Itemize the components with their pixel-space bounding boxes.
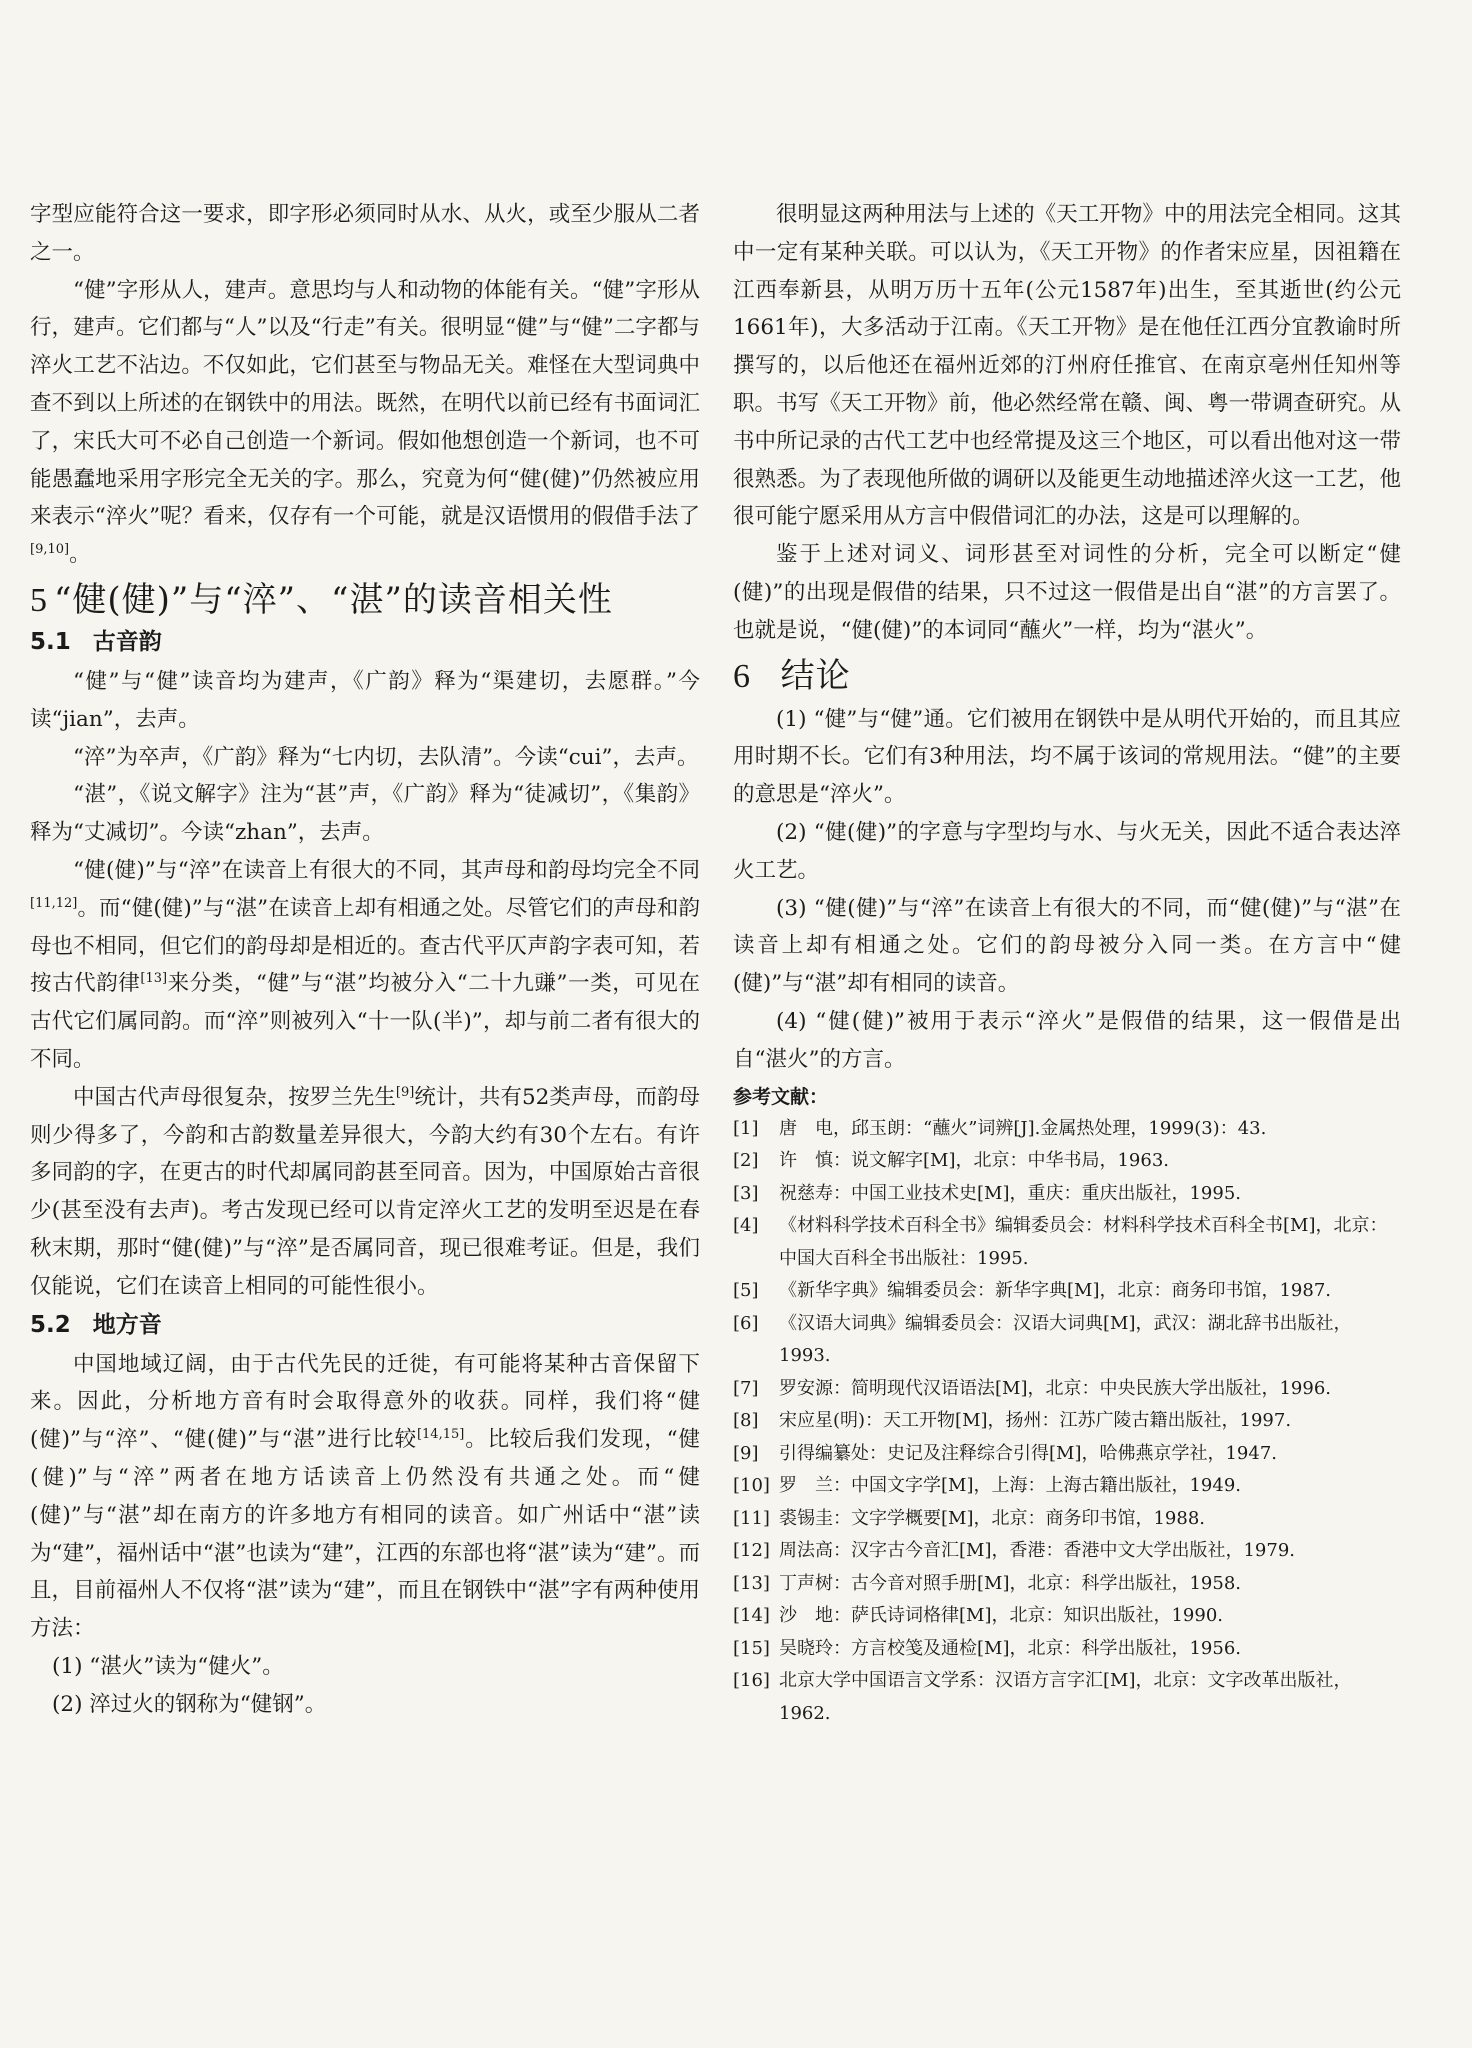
reference-text: 《新华字典》编辑委员会：新华字典[M]，北京：商务印书馆，1987.	[779, 1280, 1332, 1302]
reference-number: [3]	[733, 1182, 759, 1204]
reference-item	[733, 1438, 1401, 1471]
reference-number: [15]	[733, 1637, 770, 1659]
reference-number: [9]	[733, 1442, 759, 1464]
paragraph	[30, 1079, 700, 1306]
paragraph-text: 统计，共有52类声母，而韵母则少得多了，今韵和古韵数量差异很大，今韵大约有30个左右。有许多同韵的字，在更古的时代却属同韵甚至同音。因为，中国原始古音很少(甚至没有去声)。考古发现已经可以肯定淬火工艺的发明至迟是在春秋末期，那时“健(健)”与“淬”是否属同音，现已很难考证。但是，我们仅能说，它们在读音上相同的可能性很小。	[30, 1084, 700, 1299]
reference-text: 沙 地：萨氏诗词格律[M]，北京：知识出版社，1990.	[779, 1605, 1224, 1627]
reference-number: [8]	[733, 1410, 759, 1432]
reference-item	[733, 1405, 1401, 1438]
paragraph-text: 。	[69, 542, 91, 568]
reference-text: 唐 电，邱玉朗：“蘸火”词辨[J].金属热处理，1999(3)：43.	[779, 1117, 1267, 1139]
reference-number: [12]	[733, 1540, 770, 1562]
list-item: (2) 淬过火的钢称为“健钢”。	[52, 1691, 327, 1717]
reference-text: 许 慎：说文解字[M]，北京：中华书局，1963.	[779, 1150, 1170, 1172]
conclusion-item: (3) “健(健)”与“淬”在读音上有很大的不同，而“健(健)”与“湛”在读音上却有相通之处。它们的韵母被分入同一类。在方言中“健(健)”与“湛”却有相同的读音。	[733, 895, 1401, 997]
reference-text: 吴晓玲：方言校笺及通检[M]，北京：科学出版社，1956.	[779, 1637, 1242, 1659]
reference-text: 罗安源：简明现代汉语语法[M]，北京：中央民族大学出版社，1996.	[779, 1377, 1332, 1399]
citation: [9,10]	[30, 542, 70, 558]
reference-number: [11]	[733, 1507, 770, 1529]
reference-item	[733, 1145, 1401, 1178]
reference-number: [1]	[733, 1117, 759, 1139]
subsection-number: 5.2	[30, 1311, 71, 1338]
reference-item	[733, 1503, 1401, 1536]
reference-number: [5]	[733, 1280, 759, 1302]
reference-text: 祝慈寿：中国工业技术史[M]，重庆：重庆出版社，1995.	[779, 1182, 1242, 1204]
paragraph-text: 中国地域辽阔，由于古代先民的迁徙，有可能将某种古音保留下来。因此，分析地方音有时会取得意外的收获。同样，我们将“健(健)”与“淬”、“健(健)”与“湛”进行比较	[30, 1351, 700, 1453]
section-title: 结论	[780, 655, 851, 696]
reference-item	[733, 1373, 1401, 1406]
paragraph-text: “健”字形从人，建声。意思均与人和动物的体能有关。“健”字形从行，建声。它们都与“人”以及“行走”有关。很明显“健”与“健”二字都与淬火工艺不沾边。不仅如此，它们甚至与物品无关。难怪在大型词典中查不到以上所述的在钢铁中的用法。既然，在明代以前已经有书面词汇了，宋氏大可不必自己创造一个新词。假如他想创造一个新词，也不可能愚蠢地采用字形完全无关的字。那么，究竟为何“健(健)”仍然被应用来表示“淬火”呢？看来，仅存有一个可能，就是汉语惯用的假借手法了	[30, 277, 700, 530]
reference-item	[733, 1600, 1401, 1633]
references-heading: 参考文献：	[733, 1085, 829, 1108]
reference-text: 宋应星(明)：天工开物[M]，扬州：江苏广陵古籍出版社，1997.	[779, 1410, 1292, 1432]
section-heading-5	[30, 578, 700, 623]
reference-item	[733, 1633, 1401, 1666]
reference-item	[733, 1470, 1401, 1503]
reference-item	[733, 1178, 1401, 1211]
reference-text: 《材料科学技术百科全书》编辑委员会：材料科学技术百科全书[M]，北京：中国大百科全书出版社：1995.	[779, 1215, 1388, 1269]
conclusion-item: (1) “健”与“健”通。它们被用在钢铁中是从明代开始的，而且其应用时期不长。它们有3种用法，均不属于该词的常规用法。“健”的主要的意思是“淬火”。	[733, 706, 1401, 808]
section-number: 5	[30, 581, 48, 619]
list-item: (1) “湛火”读为“健火”。	[52, 1653, 284, 1679]
paragraph	[30, 852, 700, 1079]
paragraph-text: 。而“健(健)”与“湛”在读音上却有相通之处。尽管它们的声母和韵母也不相同，但它们的韵母却是相近的。查古代平仄声韵字表可知，若按古代韵律	[30, 895, 700, 997]
conclusion-item: (4) “健(健)”被用于表示“淬火”是假借的结果，这一假借是出自“湛火”的方言。	[733, 1008, 1401, 1072]
reference-text: 周法高：汉字古今音汇[M]，香港：香港中文大学出版社，1979.	[779, 1540, 1296, 1562]
section-number: 6	[733, 657, 751, 695]
citation: [13]	[140, 971, 168, 987]
paragraph: “健”与“健”读音均为建声，《广韵》释为“渠建切，去愿群。”今读“jian”，去声。	[30, 668, 700, 732]
reference-text: 引得编纂处：史记及注释综合引得[M]，哈佛燕京学社，1947.	[779, 1442, 1278, 1464]
reference-number: [2]	[733, 1150, 759, 1172]
reference-item	[733, 1308, 1401, 1373]
reference-text: 裘锡圭：文字学概要[M]，北京：商务印书馆，1988.	[779, 1507, 1206, 1529]
reference-text: 北京大学中国语言文学系：汉语方言字汇[M]，北京：文字改革出版社，1962.	[779, 1670, 1352, 1724]
paragraph: 很明显这两种用法与上述的《天工开物》中的用法完全相同。这其中一定有某种关联。可以认为，《天工开物》的作者宋应星，因祖籍在江西奉新县，从明万历十五年(公元1587年)出生，至其逝世(约公元1661年)，大多活动于江南。《天工开物》是在他任江西分宜教谕时所撰写的，以后他还在福州近郊的汀州府任推官、在南京亳州任知州等职。书写《天工开物》前，他必然经常在赣、闽、粤一带调查研究。从书中所记录的古代工艺中也经常提及这三个地区，可以看出他对这一带很熟悉。为了表现他所做的调研以及能更生动地描述淬火这一工艺，他很可能宁愿采用从方言中假借词汇的办法，这是可以理解的。	[733, 202, 1401, 530]
conclusion-item: (2) “健(健)”的字意与字型均与水、与火无关，因此不适合表达淬火工艺。	[733, 819, 1401, 883]
subsection-heading-5-2	[30, 1308, 700, 1342]
reference-item	[733, 1113, 1401, 1146]
paragraph-jian-glyph	[30, 272, 700, 574]
paragraph-continued: 字型应能符合这一要求，即字形必须同时从水、从火，或至少服从二者之一。	[30, 202, 700, 265]
right-column	[733, 196, 1401, 1730]
paragraph: “湛”，《说文解字》注为“甚”声，《广韵》释为“徒减切”，《集韵》释为“丈减切”。今读“zhan”，去声。	[30, 782, 700, 846]
reference-number: [6]	[733, 1312, 759, 1334]
reference-item	[733, 1535, 1401, 1568]
reference-number: [10]	[733, 1475, 770, 1497]
paragraph-text: 来分类，“健”与“湛”均被分入“二十九豏”一类，可见在古代它们属同韵。而“淬”则被列入“十一队(半)”，却与前二者有很大的不同。	[30, 971, 700, 1072]
paragraph: “淬”为卒声，《广韵》释为“七内切，去队清”。今读“cui”，去声。	[73, 744, 699, 770]
subsection-number: 5.1	[30, 628, 71, 655]
paragraph	[30, 1346, 700, 1648]
reference-number: [16]	[733, 1670, 770, 1692]
references-list	[733, 1113, 1401, 1731]
subsection-title: 古音韵	[92, 628, 162, 655]
reference-item	[733, 1275, 1401, 1308]
reference-item	[733, 1210, 1401, 1275]
paragraph-text: 。比较后我们发现，“健(健)”与“淬”两者在地方话读音上仍然没有共通之处。而“健(健)”与“湛”却在南方的许多地方有相同的读音。如广州话中“湛”读为“建”，福州话中“湛”也读为“建”，江西的东部也将“湛”读为“建”。而且，目前福州人不仅将“湛”读为“建”，而且在钢铁中“湛”字有两种使用方法：	[30, 1427, 700, 1642]
citation: [9]	[395, 1084, 415, 1100]
citation: [11,12]	[30, 895, 78, 911]
left-column	[30, 196, 700, 1723]
paragraph-text: “健(健)”与“淬”在读音上有很大的不同，其声母和韵母均完全不同	[73, 857, 700, 883]
paragraph-text: 中国古代声母很复杂，按罗兰先生	[73, 1084, 396, 1110]
section-title: “健(健)”与“淬”、“湛”的读音相关性	[54, 579, 613, 620]
citation: [14,15]	[416, 1426, 465, 1442]
paragraph: 鉴于上述对词义、词形甚至对词性的分析，完全可以断定“健(健)”的出现是假借的结果，只不过这一假借是出自“湛”的方言罢了。也就是说，“健(健)”的本词同“蘸火”一样，均为“湛火”。	[733, 542, 1401, 643]
subsection-heading-5-1	[30, 625, 700, 659]
subsection-title: 地方音	[92, 1311, 162, 1338]
reference-text: 《汉语大词典》编辑委员会：汉语大词典[M]，武汉：湖北辞书出版社，1993.	[779, 1312, 1352, 1367]
reference-number: [13]	[733, 1572, 770, 1594]
reference-number: [14]	[733, 1605, 770, 1627]
reference-text: 罗 兰：中国文字学[M]，上海：上海古籍出版社，1949.	[779, 1475, 1242, 1497]
reference-item	[733, 1568, 1401, 1601]
reference-text: 丁声树：古今音对照手册[M]，北京：科学出版社，1958.	[779, 1572, 1242, 1594]
reference-number: [4]	[733, 1215, 759, 1237]
reference-number: [7]	[733, 1377, 759, 1399]
reference-item	[733, 1665, 1401, 1730]
section-heading-6	[733, 654, 1401, 699]
